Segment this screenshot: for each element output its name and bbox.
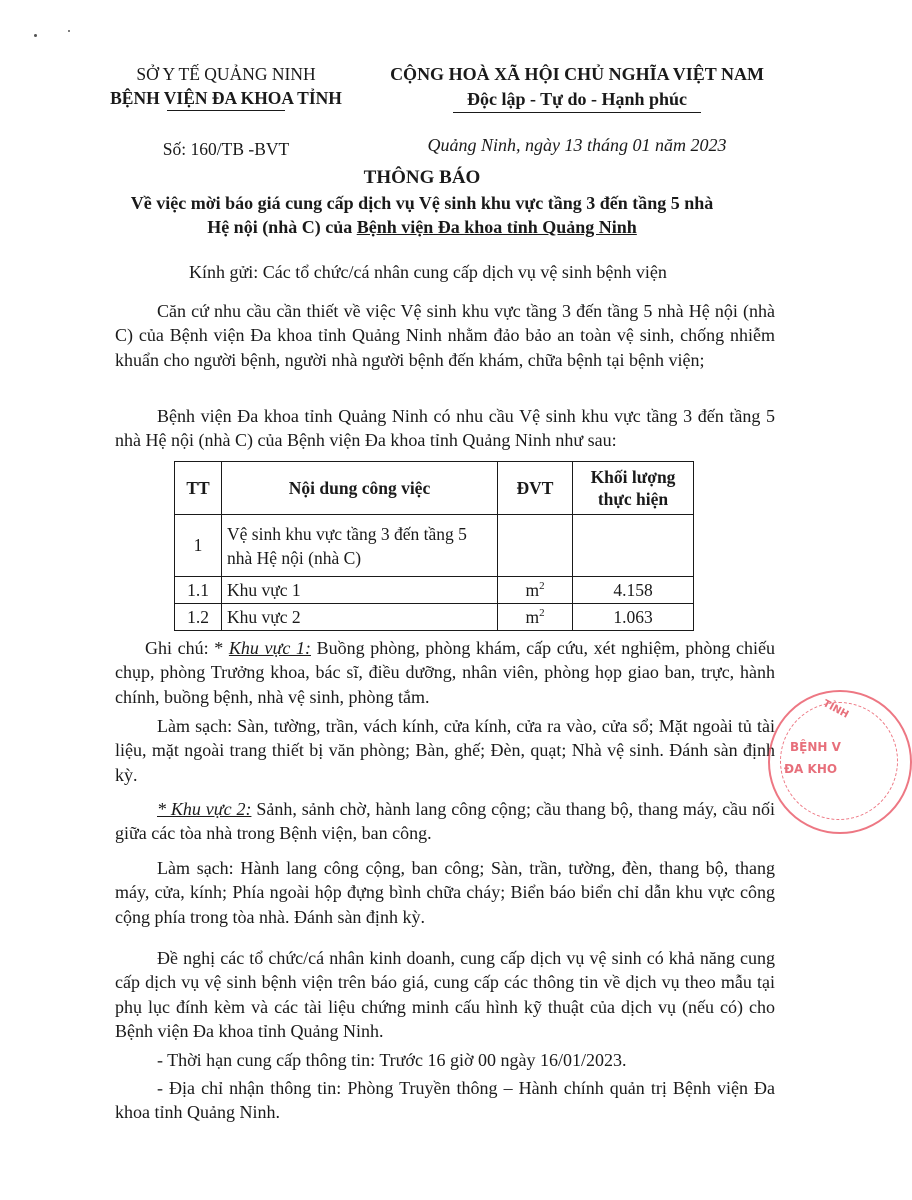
table-cell-tt: 1 [175, 515, 222, 577]
note-area-2 [115, 797, 775, 846]
table-cell-qty: 4.158 [573, 577, 694, 604]
table-header-cell: Nội dung công việc [222, 462, 498, 515]
paragraph-request [115, 946, 775, 1043]
note-area-2-clean [115, 856, 775, 929]
paragraph-basis-text: Căn cứ nhu cầu cần thiết về việc Vệ sinh khu vực tầng 3 đến tầng 5 nhà Hệ nội (nhà C) của Bệnh viện Đa khoa tỉnh Quảng Ninh nhằm đảo bảo an toàn vệ sinh, chống nhiễm khuẩn cho người bệnh, người nhà người bệnh đến khám, chữa bệnh tại bệnh viện; [115, 301, 775, 370]
seal-text-mid: BỆNH V [790, 740, 841, 754]
issuer-org: SỞ Y TẾ QUẢNG NINH [136, 64, 316, 84]
work-table [174, 461, 694, 631]
paragraph-deadline [115, 1048, 775, 1072]
table-cell-unit [498, 604, 573, 631]
subtitle-line-1: Về việc mời báo giá cung cấp dịch vụ Vệ sinh khu vực tầng 3 đến tầng 5 nhà [130, 193, 714, 213]
document-number: Số: 160/TB -BVT [162, 139, 290, 159]
area-2-label: * Khu vực 2: [157, 799, 252, 819]
table-header-cell: ĐVT [498, 462, 573, 515]
seal-text-top: TỈNH [821, 698, 851, 721]
table-cell-content: Vệ sinh khu vực tầng 3 đến tầng 5 nhà Hệ nội (nhà C) [222, 515, 498, 577]
issuer-rule [167, 110, 285, 111]
note-area-1-clean [115, 714, 775, 787]
place-date: Quảng Ninh, ngày 13 tháng 01 năm 2023 [427, 135, 727, 155]
unit-superscript: 2 [539, 579, 545, 592]
table-cell-unit [498, 515, 573, 577]
unit-superscript: 2 [539, 606, 545, 619]
area-2-clean-text: Làm sạch: Hành lang công cộng, ban công; Sàn, trần, tường, đèn, thang bộ, thang máy, cửa, kính; Phía ngoài hộp đựng bình chữa cháy; Biển báo biển chỉ dẫn khu vực công cộng phía trong tòa nhà. Đánh sàn định kỳ. [115, 858, 775, 927]
table-cell-tt: 1.1 [175, 577, 222, 604]
paragraph-need [115, 404, 775, 453]
unit-text: m [525, 606, 540, 627]
table-cell-content: Khu vực 2 [222, 604, 498, 631]
subtitle-line-2a: Hệ nội (nhà C) của [207, 217, 357, 237]
notice-subtitle [60, 191, 784, 239]
republic-title: CỘNG HOÀ XÃ HỘI CHỦ NGHĨA VIỆT NAM [390, 64, 764, 84]
paragraph-deadline-text: - Thời hạn cung cấp thông tin: Trước 16 giờ 00 ngày 16/01/2023. [157, 1050, 627, 1070]
scan-speck [68, 30, 70, 32]
table-cell-qty: 1.063 [573, 604, 694, 631]
table-cell-unit [498, 577, 573, 604]
area-1-label: Khu vực 1: [228, 638, 311, 658]
table-header-cell: TT [175, 462, 222, 515]
table-row [175, 515, 694, 577]
national-motto: Độc lập - Tự do - Hạnh phúc [466, 89, 688, 109]
area-1-text: Buồng phòng, phòng khám, cấp cứu, xét nghiệm, phòng chiếu chụp, phòng Trưởng khoa, bác sĩ, điều dưỡng, nhân viên, phòng họp giao ban, trực, hành chính, buồng bệnh, nhà vệ sinh, phòng tắm. [115, 638, 776, 707]
unit-text: m [525, 579, 540, 600]
issuer-block [88, 62, 364, 161]
scan-speck [34, 34, 37, 37]
paragraph-basis [115, 299, 775, 372]
table-row [175, 577, 694, 604]
note-prefix: Ghi chú: * [145, 638, 229, 658]
table-cell-qty [573, 515, 694, 577]
national-header [380, 62, 774, 158]
subtitle-line-2b: Bệnh viện Đa khoa tỉnh Quảng Ninh [356, 217, 637, 237]
table-cell-tt: 1.2 [175, 604, 222, 631]
issuer-hospital: BỆNH VIỆN ĐA KHOA TỈNH [110, 88, 342, 108]
motto-rule [453, 112, 701, 113]
recipient-line: Kính gửi: Các tổ chức/cá nhân cung cấp dịch vụ vệ sinh bệnh viện [189, 262, 667, 282]
area-1-clean-text: Làm sạch: Sàn, tường, trần, vách kính, cửa kính, cửa ra vào, cửa sổ; Mặt ngoài tủ tài liệu, mặt ngoài trang thiết bị văn phòng; Bàn, ghế; Đèn, quạt; Nhà vệ sinh. Đánh sàn định kỳ. [115, 716, 775, 785]
paragraph-address-text: - Địa chỉ nhận thông tin: Phòng Truyền thông – Hành chính quản trị Bệnh viện Đa khoa tỉnh Quảng Ninh. [115, 1078, 775, 1123]
table-cell-content: Khu vực 1 [222, 577, 498, 604]
seal-text-bottom: ĐA KHO [784, 762, 838, 776]
area-2-text: Sảnh, sảnh chờ, hành lang công cộng; cầu thang bộ, thang máy, cầu nối giữa các tòa nhà trong Bệnh viện, ban công. [115, 799, 775, 844]
paragraph-need-text: Bệnh viện Đa khoa tỉnh Quảng Ninh có nhu cầu Vệ sinh khu vực tầng 3 đến tầng 5 nhà Hệ nội (nhà C) của Bệnh viện Đa khoa tỉnh Quảng Ninh như sau: [115, 406, 775, 451]
seal-inner-ring [780, 702, 898, 820]
hospital-seal-stamp [768, 690, 912, 834]
notice-title: THÔNG BÁO [363, 167, 481, 188]
table-row [175, 604, 694, 631]
table-header-cell: Khối lượng thực hiện [573, 462, 694, 515]
paragraph-request-text: Đề nghị các tổ chức/cá nhân kinh doanh, cung cấp dịch vụ vệ sinh có khả năng cung cấp dịch vụ vệ sinh bệnh viện trên báo giá, cung cấp các thông tin về dịch vụ theo mẫu tại phụ lục đính kèm và các tài liệu chứng minh cấu hình kỹ thuật của dịch vụ (nếu có) cho Bệnh viện Đa khoa tỉnh Quảng Ninh. [115, 948, 775, 1041]
table-header-row [175, 462, 694, 515]
paragraph-address [115, 1076, 775, 1125]
note-area-1 [115, 636, 775, 709]
